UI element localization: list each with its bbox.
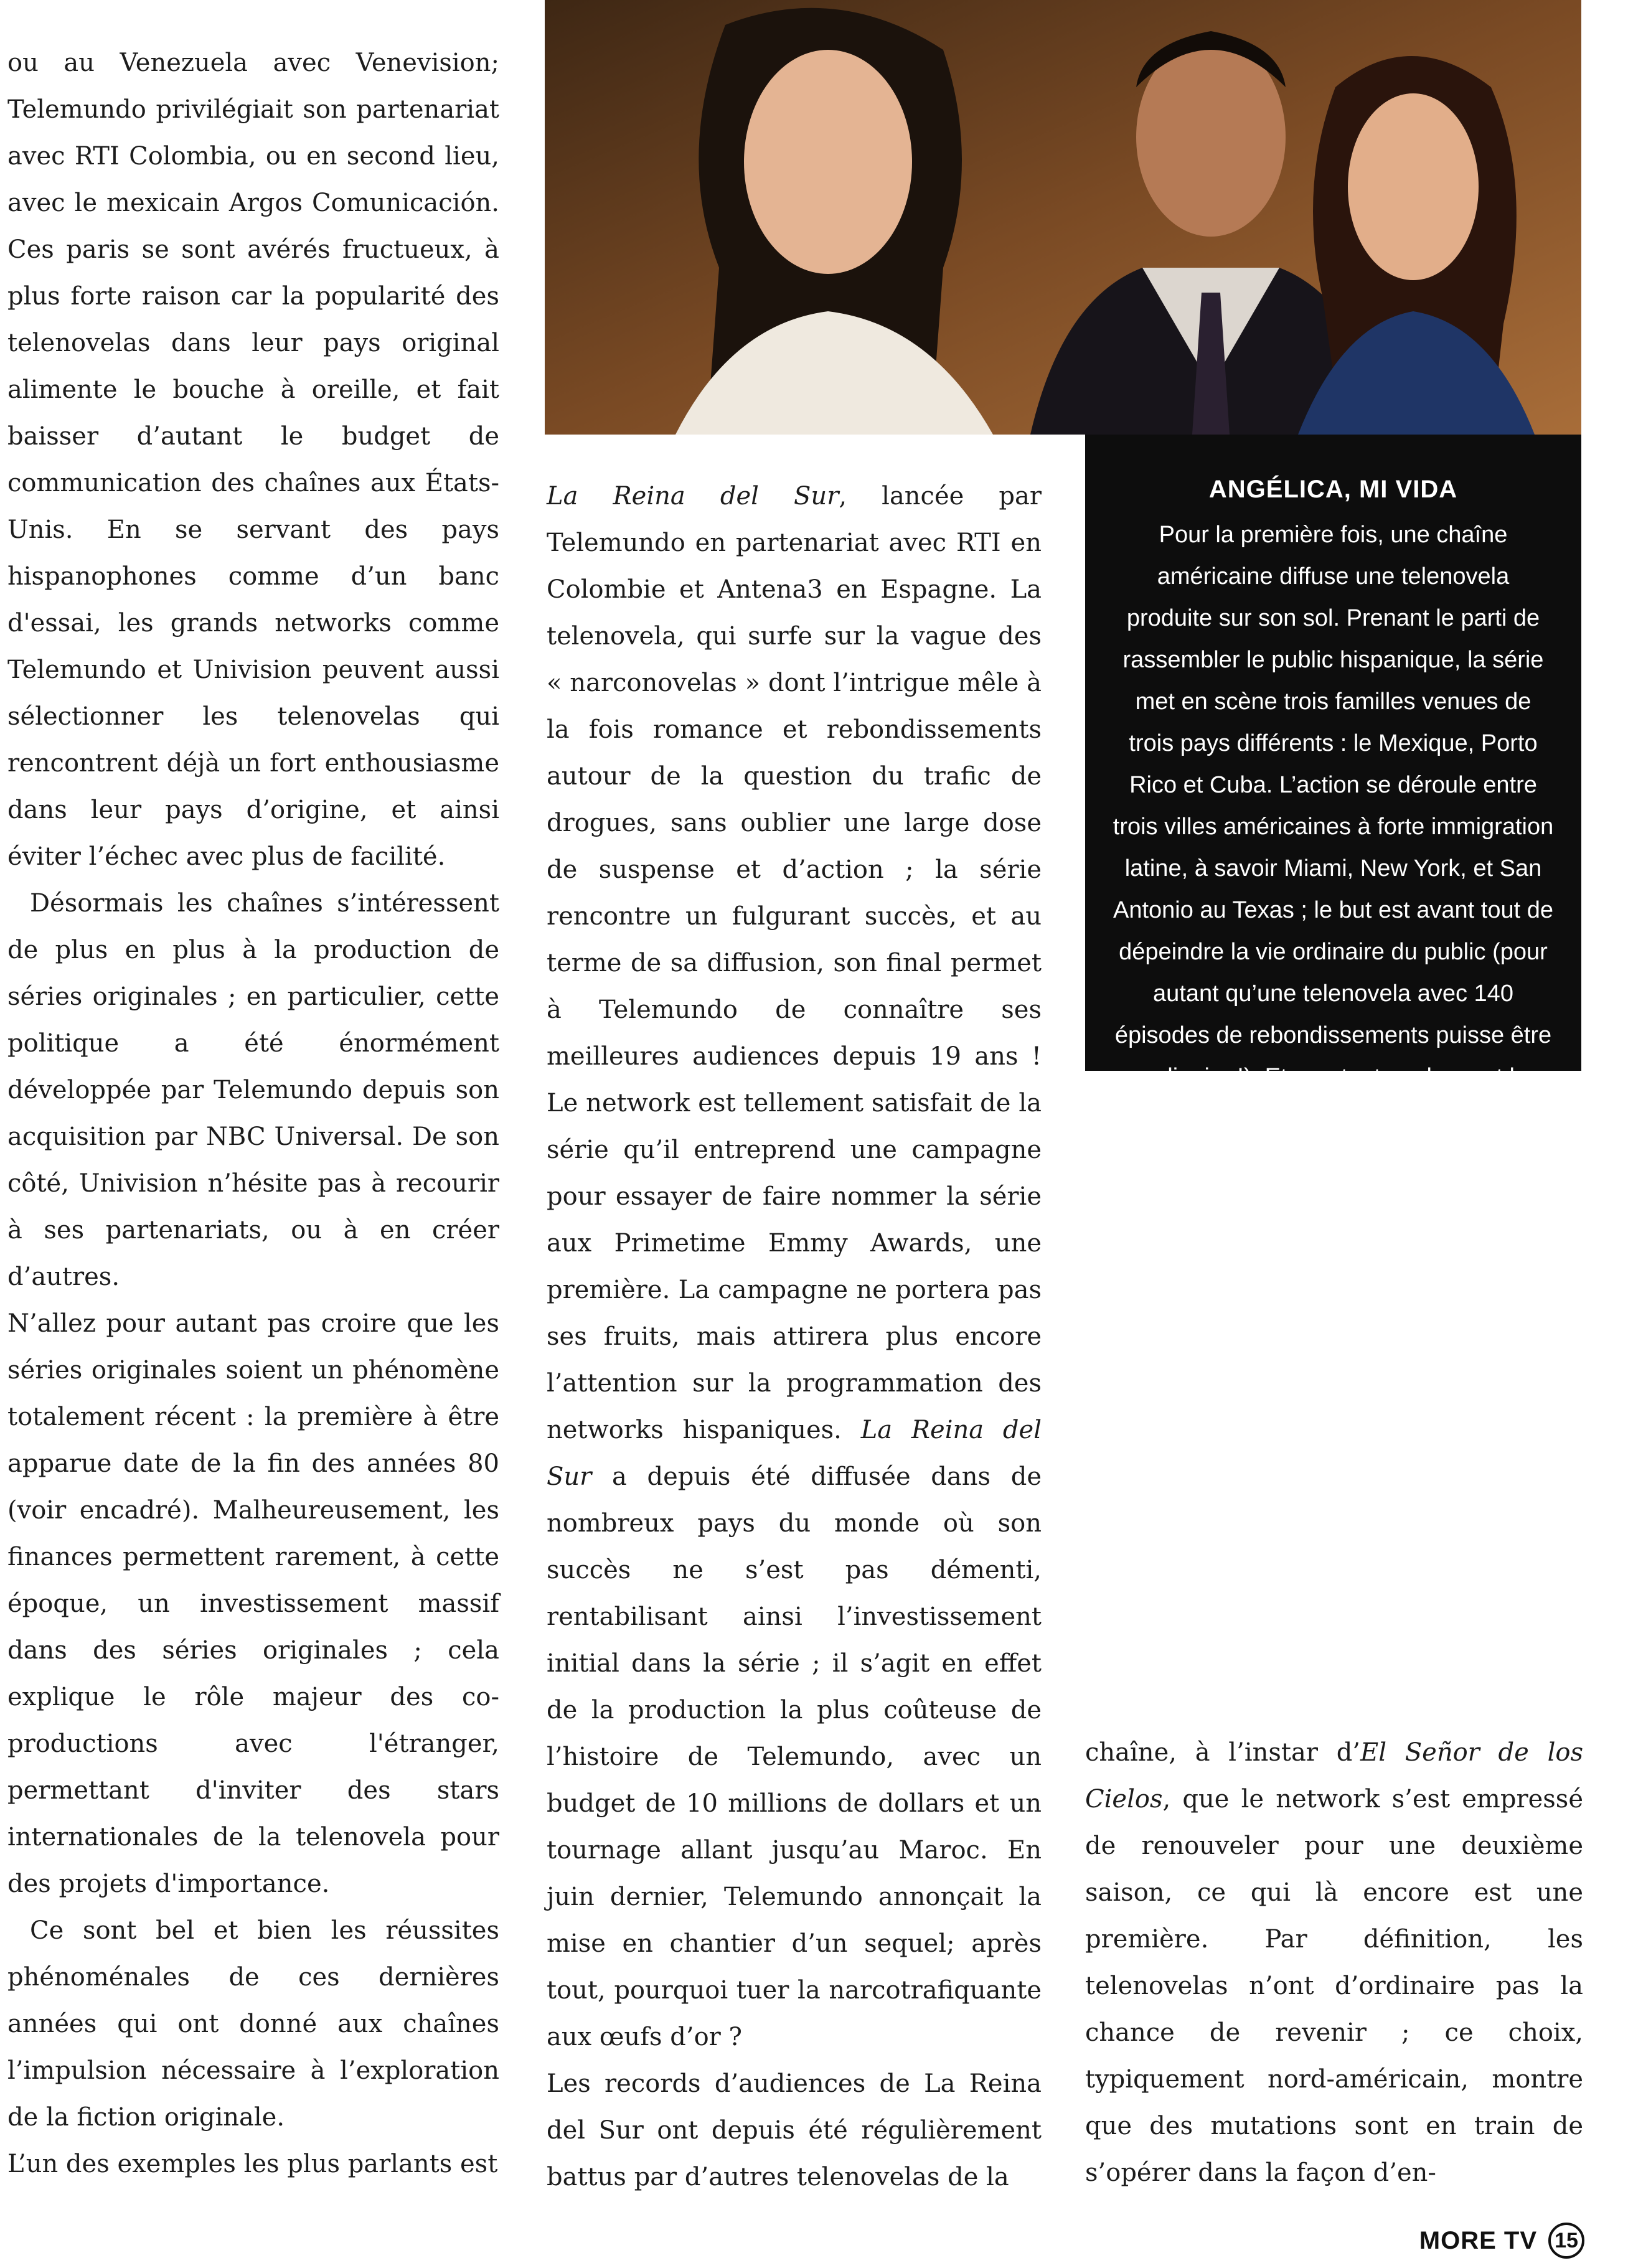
article-paragraph: ou au Venezuela avec Venevision; Telemundo privilégiait son partenariat avec RTI Colombia, ou en second lieu, avec le mexicain Argos Comunicación. Ces paris se sont avérés fructueux, à plus forte raison car la popularité des telenovelas dans leur pays original alimente le bouche à oreille, et fait baisser d’autant le budget de communication des chaînes aux États-Unis. En se servant des pays hispanophones comme d’un banc d'essai, les grands networks comme Telemundo et Univision peuvent aussi sélectionner les telenovelas qui rencontrent déjà un fort enthousiasme dans leur pays d’origine, et ainsi éviter l’échec avec plus de facilité. (7, 49, 499, 871)
sidebar-body: Pour la première fois, une chaîne américaine diffuse une telenovela produite sur son sol. Prenant le parti de rassembler le public hispanique, la série met en scène trois familles venues de trois pays différents : le Mexique, Porto Rico et Cuba. L’action se déroule entre trois villes américaines à forte immigration latine, à savoir Miami, New York, et San Antonio au Texas ; le but est avant tout de dépeindre la vie ordinaire du public (pour autant qu’une telenovela avec 140 épisodes de rebondissements puisse être ordinaire !). Et pourtant, en lançant la série, Telemundo ne croît pas qu’elle va marcher, et s’attend même à un gouffre financier, voire une catastrophe de production quand le script prend plus de temps que prévu à être écrit, ou que les acteurs, peu rodés au rythme de tournage des telenovelas, s’épuisent en cours de route. Et pourtant Angélica, mi vida a réussi son pari en lançant un nouveau genre de telenovela, capable de rassembler le public hispanique mais aussi d’attirer un public anglophone. (1113, 522, 1554, 1591)
magazine-brand: MORE TV (1419, 2226, 1537, 2254)
paragraph-text: , que le network s’est empressé de renouveler pour une deuxième saison, ce qui là encore est une première. Par définition, les telenovelas n’ont d’ordinaire pas la chance de revenir ; ce choix, typiquement nord-américain, montre que des mutations sont en train de s’opérer dans la façon d’en- (1085, 1785, 1583, 2187)
cast-photo (545, 0, 1581, 435)
sidebar-box (1085, 435, 1581, 1591)
page-number: 15 (1548, 2223, 1584, 2259)
article-paragraph (1085, 1729, 1583, 2196)
article-column-1 (7, 40, 499, 2188)
paragraph-text: chaîne, à l’instar d’ (1085, 1738, 1361, 1767)
page-footer (1419, 2223, 1584, 2259)
article-paragraph: Ce sont bel et bien les réussites phénoménales de ces dernières années qui ont donné aux chaînes l’impulsion nécessaire à l’exploration de la fiction originale. (7, 1916, 499, 2132)
article-column-3 (1085, 1729, 1583, 2196)
series-title: La Reina del Sur (547, 1416, 1042, 1491)
paragraph-text: a depuis été diffusée dans de nombreux pays du monde où son succès ne s’est pas démenti, rentabilisant ainsi l’investissement initial dans la série ; il s’agit en effet de la production la plus coûteuse de l’histoire de Telemundo, avec un budget de 10 millions de dollars et un tournage allant jusqu’au Maroc. En juin dernier, Telemundo annonçait la mise en chantier d’un sequel; après tout, pourquoi tuer la narcotrafiquante aux œufs d’or ? (547, 1462, 1042, 2051)
article-paragraph: L’un des exemples les plus parlants est (7, 2150, 498, 2178)
article-paragraph (547, 473, 1042, 2061)
series-title: La Reina del Sur (547, 482, 839, 511)
article-paragraph: Désormais les chaînes s’intéressent de plus en plus à la production de séries originales ; en particulier, cette politique a été énormément développée par Telemundo depuis son acquisition par NBC Universal. De son côté, Univision n’hésite pas à recourir à ses partenariats, ou à en créer d’autres. (7, 889, 499, 1291)
article-column-2 (547, 473, 1042, 2201)
paragraph-text: , lancée par Telemundo en partenariat avec RTI en Colombie et Antena3 en Espagne. La telenovela, qui surfe sur la vague des « narconovelas » dont l’intrigue mêle à la fois romance et rebondissements autour de la question du trafic de drogues, sans oublier une large dose de suspense et d’action ; la série rencontre un fulgurant succès, et au terme de sa diffusion, son final permet à Telemundo de connaître ses meilleures audiences depuis 19 ans ! Le network est tellement satisfait de la série qu’il entreprend une campagne pour essayer de faire nommer la série aux Primetime Emmy Awards, une première. La campagne ne portera pas ses fruits, mais attirera plus encore l’attention sur la programmation des networks hispaniques. (547, 482, 1042, 1444)
sidebar-title: ANGÉLICA, MI VIDA (1208, 476, 1458, 503)
article-paragraph: N’allez pour autant pas croire que les séries originales soient un phénomène totalement récent : la première à être apparue date de la fin des années 80 (voir encadré). Malheureusement, les finances permettent rarement, à cette époque, un investissement massif dans des séries originales ; cela explique le rôle majeur des co-productions avec l'étranger, permettant d'inviter des stars internationales de la telenovela pour des projets d'importance. (7, 1309, 499, 1898)
series-title: El Señor de los Cielos (1085, 1738, 1583, 1814)
article-paragraph: Les records d’audiences de La Reina del Sur ont depuis été régulièrement battus par d’autres telenovelas de la (547, 2069, 1042, 2191)
